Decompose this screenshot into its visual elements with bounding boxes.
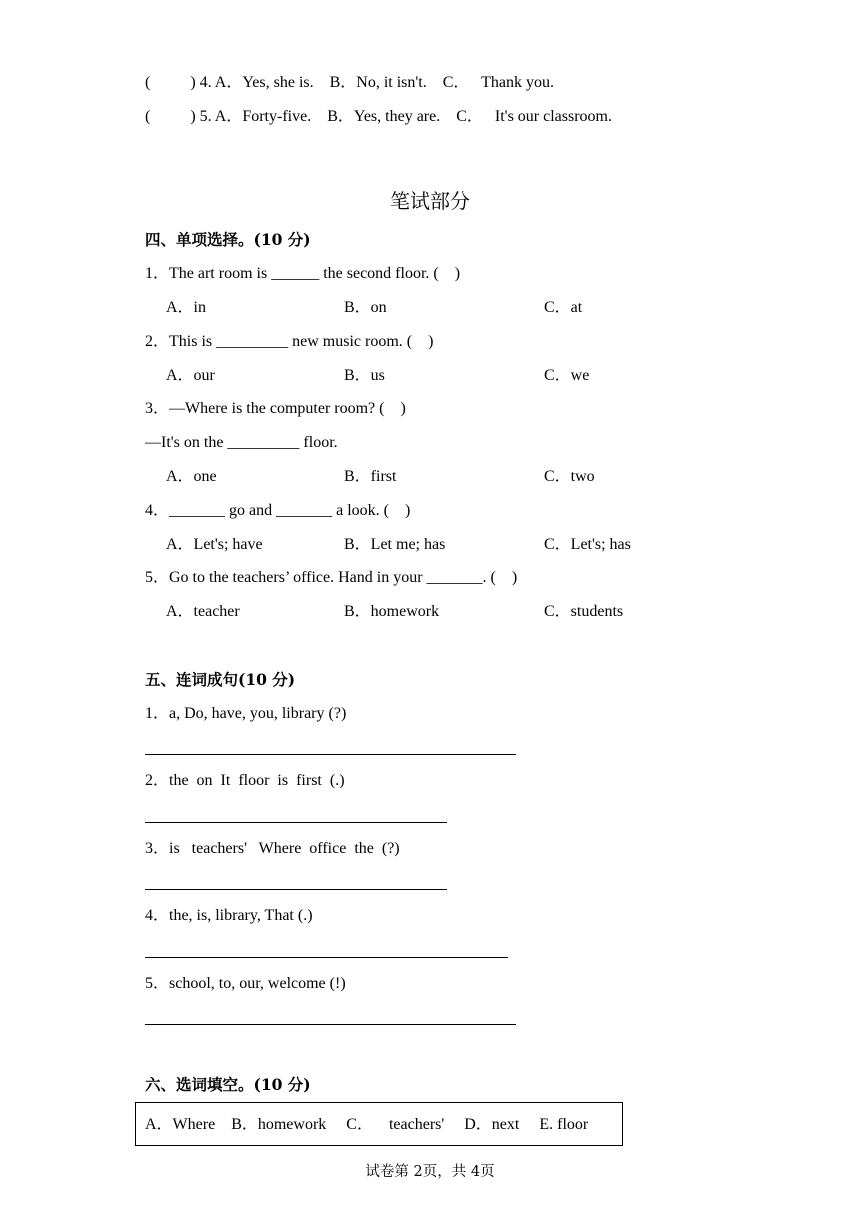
s5-item-2: 2．the on It floor is first (.) (145, 772, 345, 789)
s4-q3-option-c: C．two (544, 468, 595, 485)
listening-question-5: ( ) 5. A．Forty-five. B．Yes, they are. C． It's our classroom. (145, 108, 612, 125)
s4-q2-stem: 2．This is _________ new music room. ( ) (145, 333, 434, 350)
s4-q2-option-c: C．we (544, 367, 590, 384)
s4-q5-stem: 5．Go to the teachers’ office. Hand in your _______. ( ) (145, 569, 518, 586)
s4-q3-option-a: A．one (166, 468, 217, 485)
s5-answer-line-3[interactable] (145, 889, 447, 890)
s5-answer-line-1[interactable] (145, 754, 516, 755)
word-bank-box (135, 1102, 623, 1146)
s4-q5-option-b: B．homework (344, 603, 440, 620)
s4-q1-option-a: A．in (166, 299, 207, 316)
written-part-title: 笔试部分 (390, 189, 470, 213)
s5-answer-line-2[interactable] (145, 822, 447, 823)
s4-q2-option-b: B．us (344, 367, 385, 384)
s5-item-1: 1．a, Do, have, you, library (?) (145, 705, 347, 722)
s5-answer-line-5[interactable] (145, 1024, 516, 1025)
s4-q4-option-c: C．Let's; has (544, 536, 631, 553)
section4-heading: 四、单项选择。(10 分) (145, 230, 311, 249)
s4-q5-option-c: C．students (544, 603, 624, 620)
s4-q4-option-a: A．Let's; have (166, 536, 263, 553)
listening-question-4: ( ) 4. A．Yes, she is. B．No, it isn't. C． Thank you. (145, 74, 554, 91)
s5-item-3: 3．is teachers' Where office the (?) (145, 840, 400, 857)
s5-item-5: 5．school, to, our, welcome (!) (145, 975, 346, 992)
s4-q3-stem-answer: —It's on the _________ floor. (145, 434, 338, 451)
word-bank: A．Where B．homework C． teachers' D．next E. floor (145, 1116, 589, 1133)
s4-q2-option-a: A．our (166, 367, 215, 384)
s4-q4-stem: 4．_______ go and _______ a look. ( ) (145, 502, 411, 519)
s5-item-4: 4．the, is, library, That (.) (145, 907, 313, 924)
section5-heading: 五、连词成句(10 分) (145, 670, 296, 689)
s4-q4-option-b: B．Let me; has (344, 536, 446, 553)
s4-q1-option-c: C．at (544, 299, 583, 316)
s4-q3-option-b: B．first (344, 468, 397, 485)
section6-heading: 六、选词填空。(10 分) (145, 1075, 311, 1094)
s4-q5-option-a: A．teacher (166, 603, 240, 620)
s4-q1-stem: 1．The art room is ______ the second floor. ( ) (145, 265, 461, 282)
s4-q1-option-b: B．on (344, 299, 387, 316)
s5-answer-line-4[interactable] (145, 957, 508, 958)
s4-q3-stem: 3．—Where is the computer room? ( ) (145, 400, 406, 417)
page-footer: 试卷第 2页，共 4页 (365, 1164, 495, 1180)
